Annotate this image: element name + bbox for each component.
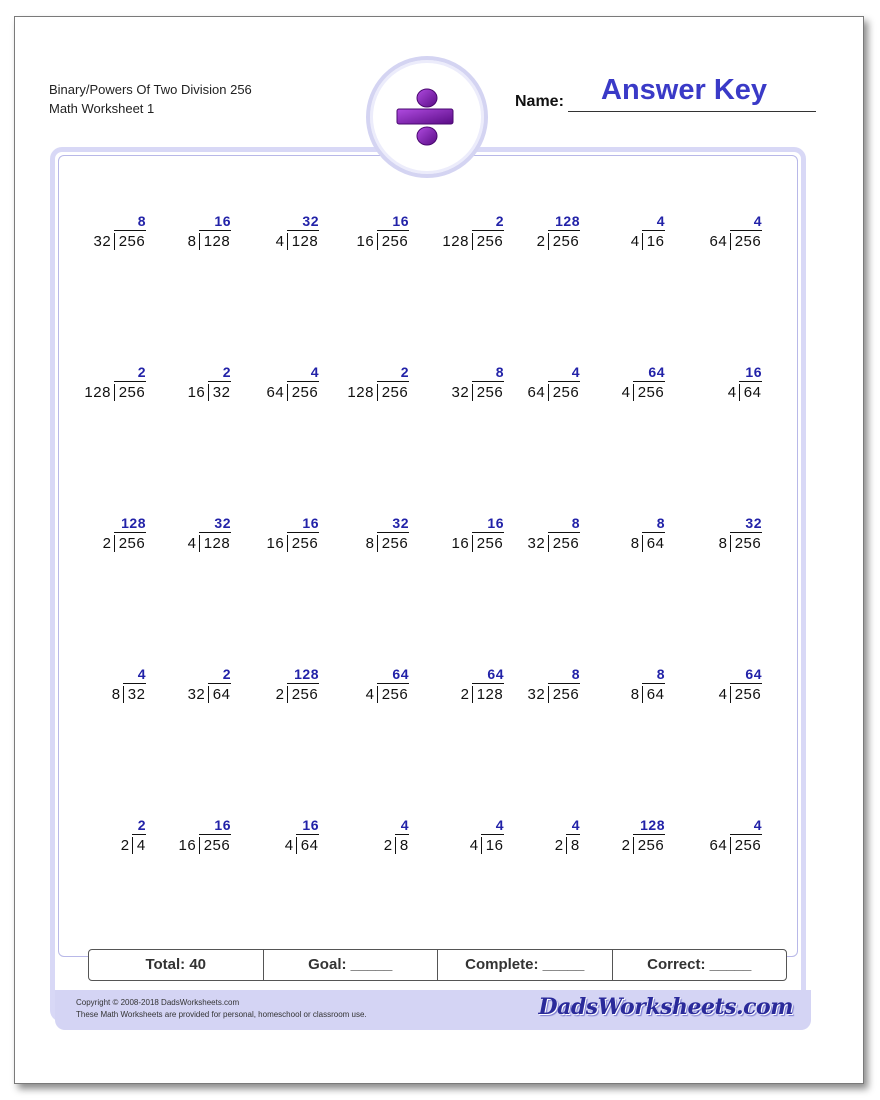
divisor: 8 <box>718 535 728 552</box>
divisor: 4 <box>469 837 479 854</box>
divisor: 4 <box>718 686 728 703</box>
title-line-1: Binary/Powers Of Two Division 256 <box>49 82 252 97</box>
division-bar <box>287 381 319 382</box>
division-problem <box>622 364 710 408</box>
name-label: Name: <box>515 93 564 110</box>
divisor: 8 <box>365 535 375 552</box>
dividend: 4 <box>132 837 146 854</box>
division-problem <box>452 364 540 408</box>
dividend: 64 <box>739 384 762 401</box>
division-bar <box>208 683 231 684</box>
division-bar <box>739 381 762 382</box>
divisor: 32 <box>527 535 546 552</box>
dividend: 256 <box>472 233 504 250</box>
division-problem <box>267 515 355 559</box>
quotient: 128 <box>555 213 580 229</box>
divisor: 16 <box>451 535 470 552</box>
dividend: 256 <box>548 686 580 703</box>
division-problem <box>276 666 364 710</box>
score-table <box>88 949 787 981</box>
division-problem <box>631 666 719 710</box>
divisor: 64 <box>266 384 285 401</box>
divisor: 2 <box>383 837 393 854</box>
division-problem <box>710 817 798 861</box>
divisor: 2 <box>102 535 112 552</box>
complete-cell: Complete: _____ <box>438 950 613 980</box>
dividend: 64 <box>642 535 665 552</box>
division-bar <box>287 683 319 684</box>
division-bar <box>123 683 146 684</box>
division-problem <box>94 213 182 257</box>
goal-cell: Goal: _____ <box>264 950 439 980</box>
division-problem <box>710 213 798 257</box>
division-sign-icon <box>370 60 484 174</box>
copyright-text <box>76 997 367 1021</box>
division-problem <box>188 364 276 408</box>
quotient: 16 <box>214 817 231 833</box>
dividend: 256 <box>472 535 504 552</box>
division-bar <box>296 834 319 835</box>
quotient: 16 <box>214 213 231 229</box>
footer-strip <box>55 990 811 1030</box>
dividend: 8 <box>395 837 409 854</box>
divisor: 8 <box>630 686 640 703</box>
division-problem <box>728 364 816 408</box>
division-bar <box>730 834 762 835</box>
division-bar <box>114 532 146 533</box>
dividend: 32 <box>208 384 231 401</box>
divisor: 2 <box>621 837 631 854</box>
division-problem <box>188 213 276 257</box>
quotient: 16 <box>487 515 504 531</box>
quotient: 2 <box>400 364 409 380</box>
dividend: 128 <box>287 233 319 250</box>
dividend: 256 <box>730 535 762 552</box>
quotient: 32 <box>214 515 231 531</box>
divisor: 16 <box>356 233 375 250</box>
division-problem <box>719 666 807 710</box>
division-problem <box>112 666 200 710</box>
division-problem <box>384 817 472 861</box>
division-problem <box>719 515 807 559</box>
quotient: 2 <box>495 213 504 229</box>
division-bar <box>548 230 580 231</box>
quotient: 4 <box>571 817 580 833</box>
dividend: 256 <box>114 384 146 401</box>
quotient: 2 <box>222 666 231 682</box>
division-problem <box>366 515 454 559</box>
division-bar <box>132 834 146 835</box>
quotient: 8 <box>571 515 580 531</box>
division-bar <box>633 381 665 382</box>
division-problem <box>622 817 710 861</box>
division-problem <box>631 213 719 257</box>
division-bar <box>642 532 665 533</box>
dividend: 256 <box>548 233 580 250</box>
title-line-2: Math Worksheet 1 <box>49 101 155 116</box>
division-problem <box>276 213 364 257</box>
dividend: 128 <box>199 233 231 250</box>
dividend: 256 <box>548 535 580 552</box>
dividend: 256 <box>377 384 409 401</box>
dividend: 256 <box>287 686 319 703</box>
divisor: 128 <box>84 384 111 401</box>
divisor: 4 <box>365 686 375 703</box>
division-problem <box>179 817 267 861</box>
division-bar <box>377 230 409 231</box>
division-bar <box>472 230 504 231</box>
division-problem <box>366 666 454 710</box>
divisor: 2 <box>554 837 564 854</box>
quotient: 32 <box>302 213 319 229</box>
divisor: 4 <box>275 233 285 250</box>
dividend: 16 <box>642 233 665 250</box>
division-bar <box>730 230 762 231</box>
quotient: 128 <box>294 666 319 682</box>
quotient: 8 <box>656 515 665 531</box>
total-cell: Total: 40 <box>89 950 264 980</box>
brand-logo: DadsWorksheets.com <box>538 994 793 1020</box>
dividend: 64 <box>642 686 665 703</box>
dividend: 256 <box>114 535 146 552</box>
division-problem <box>470 817 558 861</box>
division-problem <box>188 515 276 559</box>
divisor: 64 <box>709 837 728 854</box>
divisor: 8 <box>630 535 640 552</box>
divisor: 2 <box>275 686 285 703</box>
dividend: 256 <box>730 233 762 250</box>
division-bar <box>481 834 504 835</box>
quotient: 128 <box>121 515 146 531</box>
division-bar <box>730 683 762 684</box>
division-problem <box>528 515 616 559</box>
division-problem <box>528 666 616 710</box>
quotient: 16 <box>392 213 409 229</box>
divisor: 8 <box>187 233 197 250</box>
dividend: 8 <box>566 837 580 854</box>
quotient: 4 <box>137 666 146 682</box>
divisor: 4 <box>284 837 294 854</box>
division-problem <box>452 515 540 559</box>
answer-key-heading: Answer Key <box>601 74 768 106</box>
division-bar <box>377 381 409 382</box>
division-bar <box>472 683 504 684</box>
divisor: 8 <box>111 686 121 703</box>
quotient: 16 <box>745 364 762 380</box>
division-bar <box>114 381 146 382</box>
divisor: 16 <box>178 837 197 854</box>
division-bar <box>472 381 504 382</box>
division-problem <box>347 364 435 408</box>
divisor: 4 <box>621 384 631 401</box>
division-bar <box>730 532 762 533</box>
division-bar <box>642 683 665 684</box>
dividend: 64 <box>296 837 319 854</box>
dividend: 256 <box>377 535 409 552</box>
copyright-line-2: These Math Worksheets are provided for personal, homeschool or classroom use. <box>76 1010 367 1019</box>
quotient: 4 <box>571 364 580 380</box>
divisor: 64 <box>709 233 728 250</box>
quotient: 64 <box>392 666 409 682</box>
dividend: 32 <box>123 686 146 703</box>
division-problem <box>188 666 276 710</box>
quotient: 16 <box>302 817 319 833</box>
divisor: 16 <box>187 384 206 401</box>
dividend: 256 <box>287 535 319 552</box>
quotient: 4 <box>400 817 409 833</box>
quotient: 128 <box>640 817 665 833</box>
division-bar <box>199 230 231 231</box>
division-problem <box>103 515 191 559</box>
division-bar <box>548 381 580 382</box>
quotient: 16 <box>302 515 319 531</box>
division-problem <box>357 213 445 257</box>
division-bar <box>287 230 319 231</box>
quotient: 32 <box>392 515 409 531</box>
division-bar <box>566 834 580 835</box>
division-bar <box>208 381 231 382</box>
logo-badge <box>366 56 488 178</box>
correct-cell: Correct: _____ <box>647 956 752 973</box>
divisor: 16 <box>266 535 285 552</box>
divisor: 2 <box>460 686 470 703</box>
division-bar <box>114 230 146 231</box>
division-problem <box>528 364 616 408</box>
division-bar <box>642 230 665 231</box>
divisor: 4 <box>727 384 737 401</box>
quotient: 64 <box>745 666 762 682</box>
quotient: 2 <box>137 364 146 380</box>
divisor: 32 <box>527 686 546 703</box>
divisor: 4 <box>187 535 197 552</box>
division-bar <box>548 683 580 684</box>
division-problem <box>537 213 625 257</box>
division-bar <box>633 834 665 835</box>
dividend: 256 <box>548 384 580 401</box>
divisor: 2 <box>120 837 130 854</box>
dividend: 256 <box>730 686 762 703</box>
quotient: 2 <box>222 364 231 380</box>
quotient: 64 <box>648 364 665 380</box>
division-bar <box>199 532 231 533</box>
dividend: 64 <box>208 686 231 703</box>
division-bar <box>472 532 504 533</box>
divisor: 128 <box>442 233 469 250</box>
divisor: 32 <box>187 686 206 703</box>
division-problem <box>84 364 172 408</box>
division-problem <box>442 213 530 257</box>
divisor: 2 <box>536 233 546 250</box>
dividend: 256 <box>633 837 665 854</box>
division-bar <box>377 683 409 684</box>
division-bar <box>377 532 409 533</box>
quotient: 4 <box>753 817 762 833</box>
divisor: 128 <box>347 384 374 401</box>
quotient: 4 <box>656 213 665 229</box>
dividend: 256 <box>730 837 762 854</box>
quotient: 4 <box>495 817 504 833</box>
division-problem <box>267 364 355 408</box>
division-problem <box>631 515 719 559</box>
quotient: 32 <box>745 515 762 531</box>
division-bar <box>395 834 409 835</box>
quotient: 8 <box>571 666 580 682</box>
dividend: 256 <box>114 233 146 250</box>
quotient: 8 <box>137 213 146 229</box>
divisor: 32 <box>451 384 470 401</box>
division-bar <box>548 532 580 533</box>
dividend: 256 <box>287 384 319 401</box>
dividend: 16 <box>481 837 504 854</box>
divisor: 32 <box>93 233 112 250</box>
quotient: 8 <box>656 666 665 682</box>
division-bar <box>287 532 319 533</box>
quotient: 8 <box>495 364 504 380</box>
dividend: 256 <box>377 686 409 703</box>
quotient: 2 <box>137 817 146 833</box>
copyright-line-1: Copyright © 2008-2018 DadsWorksheets.com <box>76 998 240 1007</box>
division-bar <box>199 834 231 835</box>
division-problem <box>285 817 373 861</box>
dividend: 256 <box>633 384 665 401</box>
dividend: 256 <box>199 837 231 854</box>
quotient: 4 <box>753 213 762 229</box>
dividend: 128 <box>199 535 231 552</box>
divisor: 64 <box>527 384 546 401</box>
dividend: 256 <box>377 233 409 250</box>
divisor: 4 <box>630 233 640 250</box>
dividend: 256 <box>472 384 504 401</box>
quotient: 4 <box>310 364 319 380</box>
quotient: 64 <box>487 666 504 682</box>
dividend: 128 <box>472 686 504 703</box>
